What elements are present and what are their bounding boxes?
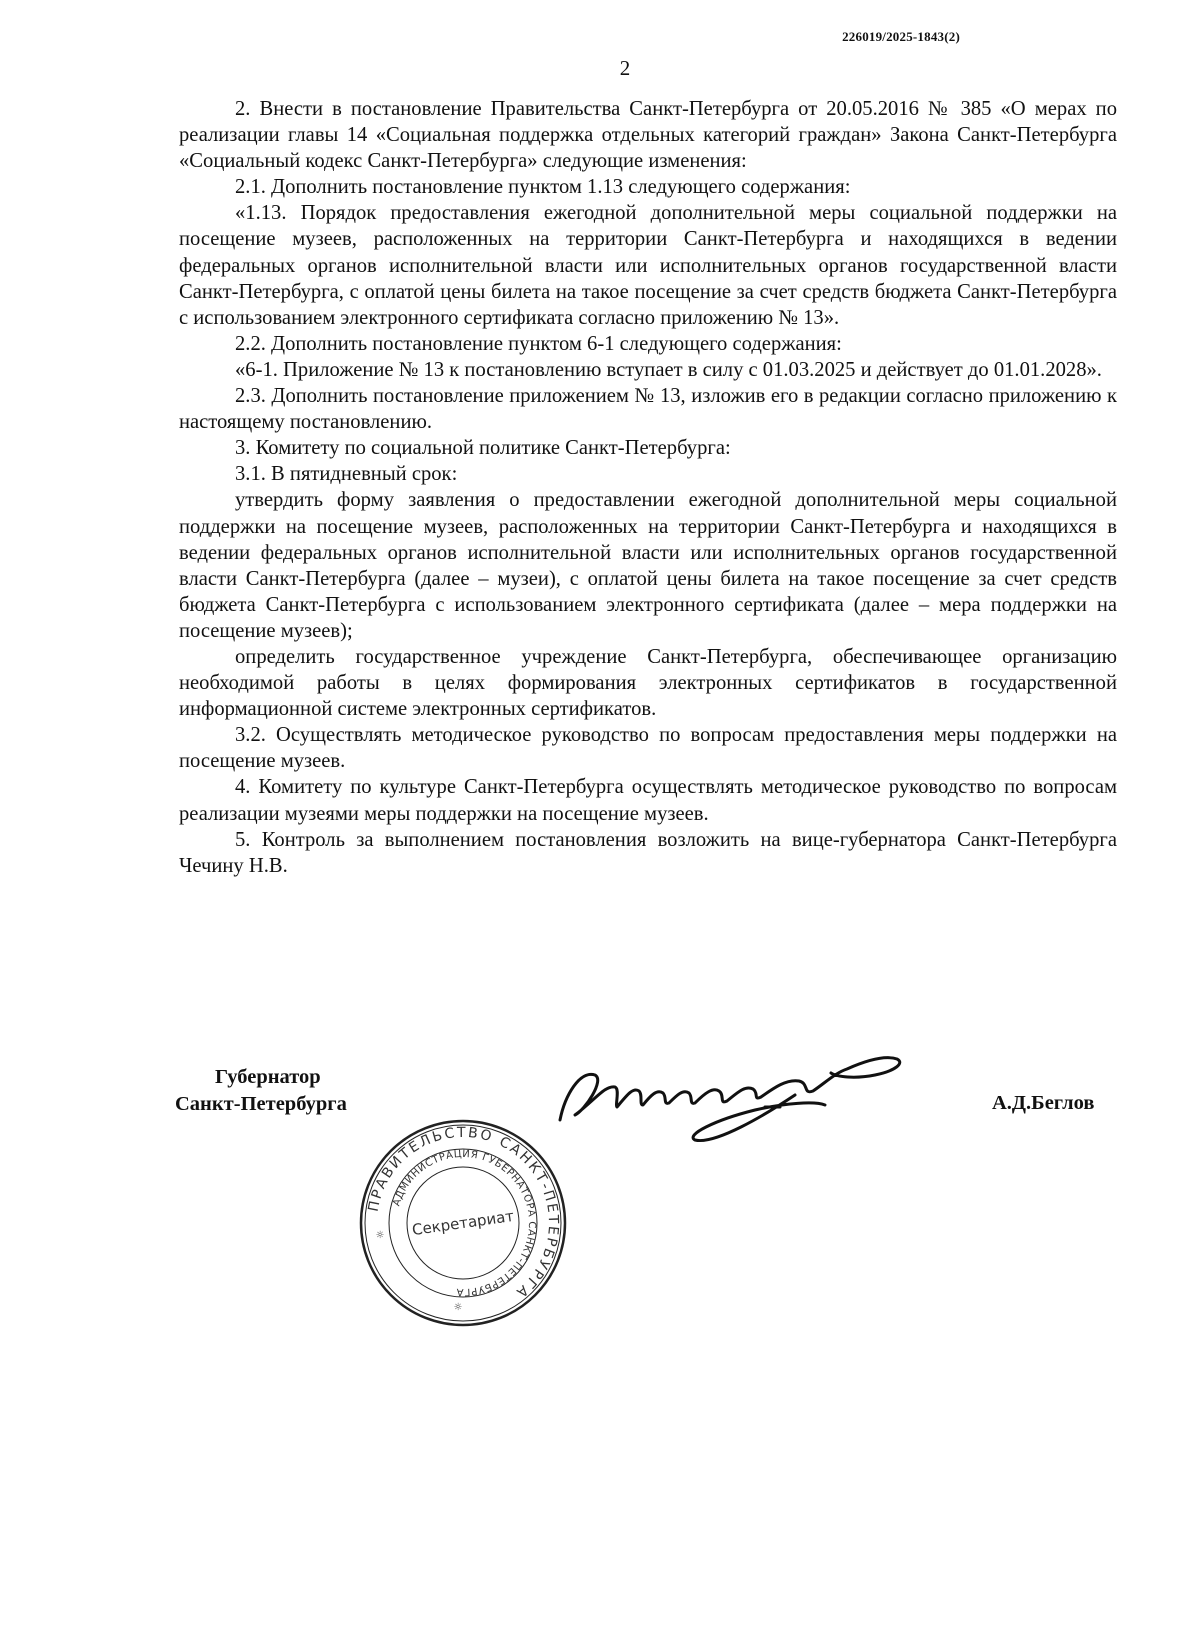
svg-text:☼: ☼ [375, 1230, 385, 1241]
paragraph: утвердить форму заявления о предоставлении ежегодной дополнительной меры социальной поддержки на посещение музеев, расположенных на территории Санкт-Петербурга и находящихся в ведении федеральных органов исполнительной власти или исполнительных органов государственной власти Санкт-Петербурга (далее – музеи), с оплатой цены билета на такое посещение за счет средств бюджета Санкт-Петербурга с использованием электронного сертификата (далее – мера поддержки на посещение музеев); [179, 489, 1117, 642]
paragraph: 3. Комитету по социальной политике Санкт-Петербурга: [235, 437, 731, 460]
paragraph: 4. Комитету по культуре Санкт-Петербурга осуществлять методическое руководство по вопросам реализации музеями меры поддержки на посещение музеев. [179, 776, 1117, 825]
signatory-title-line1: Губернатор [215, 1066, 321, 1088]
handwritten-signature [555, 1015, 925, 1155]
page-number: 2 [619, 56, 631, 80]
paragraph: 3.2. Осуществлять методическое руководство по вопросам предоставления меры поддержки на посещение музеев. [179, 724, 1117, 773]
paragraph: 5. Контроль за выполнением постановления возложить на вице-губернатора Санкт-Петербурга Чечину Н.В. [179, 828, 1117, 877]
paragraph: 2. Внести в постановление Правительства Санкт-Петербурга от 20.05.2016 № 385 «О мерах по реализации главы 14 «Социальная поддержка отдельных категорий граждан» Закона Санкт-Петербурга «Социальный кодекс Санкт-Петербурга» следующие изменения: [179, 98, 1117, 173]
paragraph: «6-1. Приложение № 13 к постановлению вступает в силу с 01.03.2025 и действует до 01.01.2028». [235, 358, 1102, 381]
signatory-name: А.Д.Беглов [992, 1092, 1095, 1114]
svg-text:Секретариат: Секретариат [410, 1206, 516, 1240]
signatory-title [175, 1064, 347, 1118]
paragraph: определить государственное учреждение Санкт-Петербурга, обеспечивающее организацию необходимой работы в целях формирования электронных сертификатов в государственной информационной системе электронных сертификатов. [179, 645, 1117, 721]
svg-text:☼: ☼ [453, 1302, 463, 1313]
document-number: 226019/2025-1843(2) [842, 29, 960, 44]
paragraph: 2.1. Дополнить постановление пунктом 1.13 следующего содержания: [235, 176, 851, 199]
paragraph: 2.3. Дополнить постановление приложением № 13, изложив его в редакции согласно приложению к настоящему постановлению. [179, 385, 1117, 434]
svg-text:АДМИНИСТРАЦИЯ ГУБЕРНАТОРА САНК: АДМИНИСТРАЦИЯ ГУБЕРНАТОРА САНКТ-ПЕТЕРБУРГА [391, 1148, 538, 1298]
paragraph: 3.1. В пятидневный срок: [235, 463, 458, 486]
paragraph: 2.2. Дополнить постановление пунктом 6-1 следующего содержания: [235, 332, 842, 355]
official-seal-stamp [358, 1118, 568, 1328]
signatory-title-line2: Санкт-Петербурга [175, 1093, 347, 1115]
paragraph: «1.13. Порядок предоставления ежегодной дополнительной меры социальной поддержки на посещение музеев, расположенных на территории Санкт-Петербурга и находящихся в ведении федеральных органов исполнительной власти или исполнительных органов государственной власти Санкт-Петербурга, с оплатой цены билета на такое посещение за счет средств бюджета Санкт-Петербурга с использованием электронного сертификата согласно приложению № 13». [179, 202, 1117, 329]
document-body [179, 96, 1117, 879]
svg-text:ПРАВИТЕЛЬСТВО САНКТ-ПЕТЕРБУРГА: ПРАВИТЕЛЬСТВО САНКТ-ПЕТЕРБУРГА [365, 1124, 562, 1302]
